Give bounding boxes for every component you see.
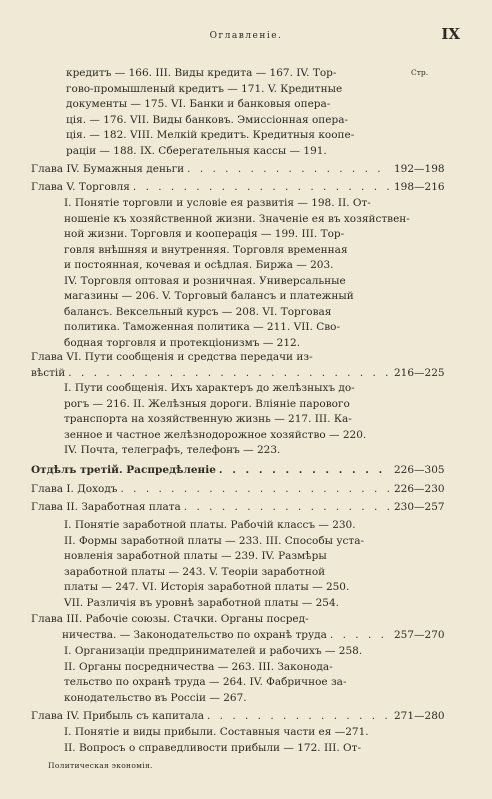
text-line: I. Понятiе и виды прибыли. Составныя части ея —271. (64, 726, 369, 738)
toc-title: Отдѣлъ третiй. Распредѣленiе (31, 464, 216, 476)
text-line: бодная торговля и протекцiонизмъ — 212. (64, 336, 301, 349)
text-line: гово-промышленый кредитъ — 171. V. Кредитные (66, 82, 343, 95)
text-line: говля внѣшняя и внутренняя. Торговля временная (64, 243, 348, 256)
toc-title-line: Глава VI. Пути сообщенiя и средства передачи из- (31, 351, 313, 363)
text-line: цiя. — 176. VII. Виды банковъ. Эмиссiонная опера- (66, 113, 349, 126)
text-line: IV. Почта, телеграфъ, телефонъ — 223. (64, 444, 281, 456)
text-line: I. Пути сообщенiя. Ихъ характеръ до желѣзныхъ до- (64, 382, 355, 394)
toc-pages: 226—305 (394, 464, 445, 476)
intro-paragraph (66, 66, 380, 159)
text-line: ношенiе къ хозяйственной жизни. Значенiе ея въ хозяйствен- (64, 212, 410, 225)
toc-title-line: Глава III. Рабочiе союзы. Стачки. Органы посред- (31, 613, 309, 625)
text-line: ной жизни. Торговля и кооперацiя — 199. III. Тор- (64, 228, 345, 240)
text-line: IV. Торговля оптовая и розничная. Универсальные (64, 274, 346, 287)
dot-leader (219, 463, 391, 479)
dot-leader (133, 180, 391, 196)
page-number: IX (441, 25, 460, 43)
toc-pages: 230—257 (394, 501, 445, 513)
text-line: II. Формы заработной платы — 233. III. Способы уста- (64, 534, 365, 547)
toc-title: Глава V. Торговля (31, 181, 130, 193)
dot-leader (207, 709, 391, 725)
toc-entry-chapter-6 (31, 350, 391, 381)
text-line: тельство по охранѣ труда — 264. IV. Фабричное за- (64, 676, 347, 688)
text-line: документы — 175. VI. Банки и банковыя опера- (66, 98, 331, 110)
toc-pages: 257—270 (394, 628, 445, 641)
text-line: I. Понятiе заработной платы. Рабочiй классъ — 230. (64, 519, 356, 531)
text-line: I. Организацiи предпринимателей и рабочихъ — 258. (64, 645, 363, 657)
text-line: заработной платы — 243. V. Теорiи заработной (64, 565, 326, 578)
footer-signature: Политическая экономiя. (48, 761, 153, 770)
dot-leader (187, 162, 391, 178)
text-line: VII. Различiя въ уровнѣ заработной платы — 254. (64, 596, 339, 609)
dot-leader (330, 628, 391, 644)
toc-pages: 226—230 (394, 483, 445, 495)
chapter-5-description (64, 196, 410, 351)
text-line: платы — 247. VI. Исторiя заработной платы — 250. (64, 581, 350, 593)
text-line: конодательство въ Россiи — 267. (64, 691, 247, 704)
dot-leader (184, 500, 391, 516)
text-line: рацiи — 188. IX. Сберегательныя кассы — 191. (66, 144, 327, 157)
toc-entry-chapter-2 (31, 500, 391, 516)
toc-title: Глава IV. Бумажныя деньги (31, 163, 185, 175)
text-line: II. Вопросъ о справедливости прибыли — 172. III. От- (64, 741, 362, 754)
toc-pages: 271—280 (394, 710, 445, 722)
toc-title: Глава IV. Прибыль съ капитала (31, 710, 204, 722)
text-line: рогъ — 216. II. Желѣзныя дороги. Влiянiе парового (64, 397, 350, 410)
chapter-4-profit-description (64, 725, 380, 756)
toc-pages: 192—198 (394, 163, 445, 175)
toc-pages: 198—216 (394, 181, 445, 193)
toc-entry-part-3 (31, 463, 391, 479)
text-line: кредитъ — 166. III. Виды кредита — 167. IV. Тор- (66, 67, 337, 79)
chapter-2-description (64, 518, 380, 611)
chapter-6-description (64, 381, 380, 459)
toc-title: вѣстiй (31, 366, 66, 379)
dot-leader (68, 366, 391, 382)
toc-title: Глава II. Заработная плата (31, 501, 181, 513)
text-line: новленiя заработной платы — 239. IV. Размѣры (64, 550, 327, 562)
toc-entry-chapter-4 (31, 162, 391, 178)
text-line: балансъ. Вексельный курсъ — 208. VI. Торговая (64, 305, 332, 318)
dot-leader (120, 482, 391, 498)
running-header-title: Оглавленiе. (209, 31, 283, 41)
toc-entry-chapter-3 (31, 612, 391, 643)
toc-title: ничества. — Законодательство по охранѣ труда (62, 628, 327, 641)
text-line: и постоянная, кочевая и осѣдлая. Биржа — 203. (64, 259, 334, 271)
text-line: политика. Таможенная политика — 211. VII. Сво- (64, 321, 341, 333)
text-line: транспорта на хозяйственную жизнь — 217. III. Ка- (64, 413, 352, 425)
toc-title: Глава I. Доходъ (31, 483, 118, 495)
text-line: зенное и частное желѣзнодорожное хозяйство — 220. (64, 428, 367, 441)
pages-column-label: Стр. (411, 68, 429, 77)
toc-entry-chapter-1 (31, 482, 391, 498)
toc-entry-chapter-5 (31, 180, 391, 196)
text-line: магазины — 206. V. Торговый балансъ и платежный (64, 290, 354, 302)
toc-entry-chapter-4-profit (31, 709, 391, 725)
text-line: II. Органы посредничества — 263. III. Законода- (64, 660, 333, 673)
text-line: I. Понятiе торговли и условiе ея развитiя — 198. II. От- (64, 197, 371, 209)
toc-pages: 216—225 (394, 366, 445, 379)
chapter-3-description (64, 644, 380, 706)
text-line: цiя. — 182. VIII. Мелкiй кредитъ. Кредитныя коопе- (66, 129, 355, 141)
